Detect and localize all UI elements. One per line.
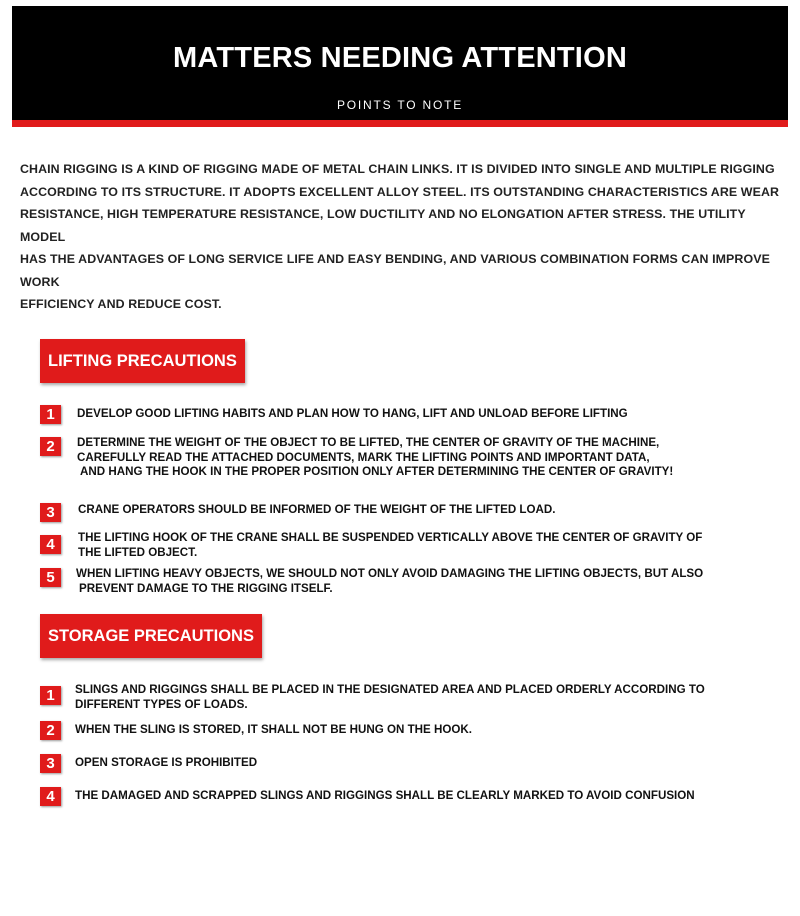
item-text <box>76 567 703 596</box>
number-badge: 1 <box>40 405 61 424</box>
intro-line: HAS THE ADVANTAGES OF LONG SERVICE LIFE AND EASY BENDING, AND VARIOUS COMBINATION FORMS CAN IMPROVE WORK <box>20 252 770 289</box>
item-text <box>75 756 257 771</box>
item-line: SLINGS AND RIGGINGS SHALL BE PLACED IN THE DESIGNATED AREA AND PLACED ORDERLY ACCORDING TO <box>75 683 705 696</box>
storage-precautions-heading: STORAGE PRECAUTIONS <box>40 614 262 658</box>
number-badge: 3 <box>40 503 61 522</box>
intro-paragraph <box>20 158 790 316</box>
item-line: OPEN STORAGE IS PROHIBITED <box>75 756 258 769</box>
item-line: DETERMINE THE WEIGHT OF THE OBJECT TO BE LIFTED, THE CENTER OF GRAVITY OF THE MACHINE, <box>77 436 660 449</box>
item-text <box>75 789 695 804</box>
item-line: CRANE OPERATORS SHOULD BE INFORMED OF THE WEIGHT OF THE LIFTED LOAD. <box>78 503 556 516</box>
item-text <box>75 683 705 712</box>
intro-line: EFFICIENCY AND REDUCE COST. <box>20 297 222 311</box>
intro-line: ACCORDING TO ITS STRUCTURE. IT ADOPTS EXCELLENT ALLOY STEEL. ITS OUTSTANDING CHARACTERISTICS ARE WEAR <box>20 184 780 199</box>
intro-line: CHAIN RIGGING IS A KIND OF RIGGING MADE OF METAL CHAIN LINKS. IT IS DIVIDED INTO SINGLE AND MULTIPLE RIGGING <box>20 162 775 176</box>
item-line: DEVELOP GOOD LIFTING HABITS AND PLAN HOW TO HANG, LIFT AND UNLOAD BEFORE LIFTING <box>77 407 628 420</box>
item-line: PREVENT DAMAGE TO THE RIGGING ITSELF. <box>79 581 333 595</box>
item-line: AND HANG THE HOOK IN THE PROPER POSITION ONLY AFTER DETERMINING THE CENTER OF GRAVITY! <box>80 465 674 479</box>
number-badge: 5 <box>40 568 61 587</box>
intro-line: RESISTANCE, HIGH TEMPERATURE RESISTANCE, LOW DUCTILITY AND NO ELONGATION AFTER STRESS. THE UTILITY MODEL <box>20 207 746 244</box>
number-badge: 1 <box>40 686 61 705</box>
item-line: THE DAMAGED AND SCRAPPED SLINGS AND RIGGINGS SHALL BE CLEARLY MARKED TO AVOID CONFUSION <box>75 789 695 802</box>
item-line: THE LIFTING HOOK OF THE CRANE SHALL BE SUSPENDED VERTICALLY ABOVE THE CENTER OF GRAVITY OF <box>78 531 703 544</box>
item-line: DIFFERENT TYPES OF LOADS. <box>75 697 248 711</box>
number-badge: 4 <box>40 535 61 554</box>
item-text <box>78 531 702 560</box>
item-text <box>78 503 556 518</box>
number-badge: 2 <box>40 437 61 456</box>
item-line: THE LIFTED OBJECT. <box>78 545 198 559</box>
page-title: MATTERS NEEDING ATTENTION <box>173 42 627 74</box>
header-banner <box>12 6 788 120</box>
item-line: WHEN LIFTING HEAVY OBJECTS, WE SHOULD NOT ONLY AVOID DAMAGING THE LIFTING OBJECTS, BUT ALSO <box>76 567 704 580</box>
item-text <box>77 407 628 422</box>
header-divider <box>12 120 788 127</box>
number-badge: 4 <box>40 787 61 806</box>
item-line: WHEN THE SLING IS STORED, IT SHALL NOT BE HUNG ON THE HOOK. <box>75 723 472 736</box>
number-badge: 3 <box>40 754 61 773</box>
lifting-precautions-heading: LIFTING PRECAUTIONS <box>40 339 245 383</box>
item-text <box>75 723 472 738</box>
item-line: CAREFULLY READ THE ATTACHED DOCUMENTS, MARK THE LIFTING POINTS AND IMPORTANT DATA, <box>77 450 650 464</box>
number-badge: 2 <box>40 721 61 740</box>
page-subtitle: POINTS TO NOTE <box>336 98 464 112</box>
item-text <box>77 436 673 480</box>
